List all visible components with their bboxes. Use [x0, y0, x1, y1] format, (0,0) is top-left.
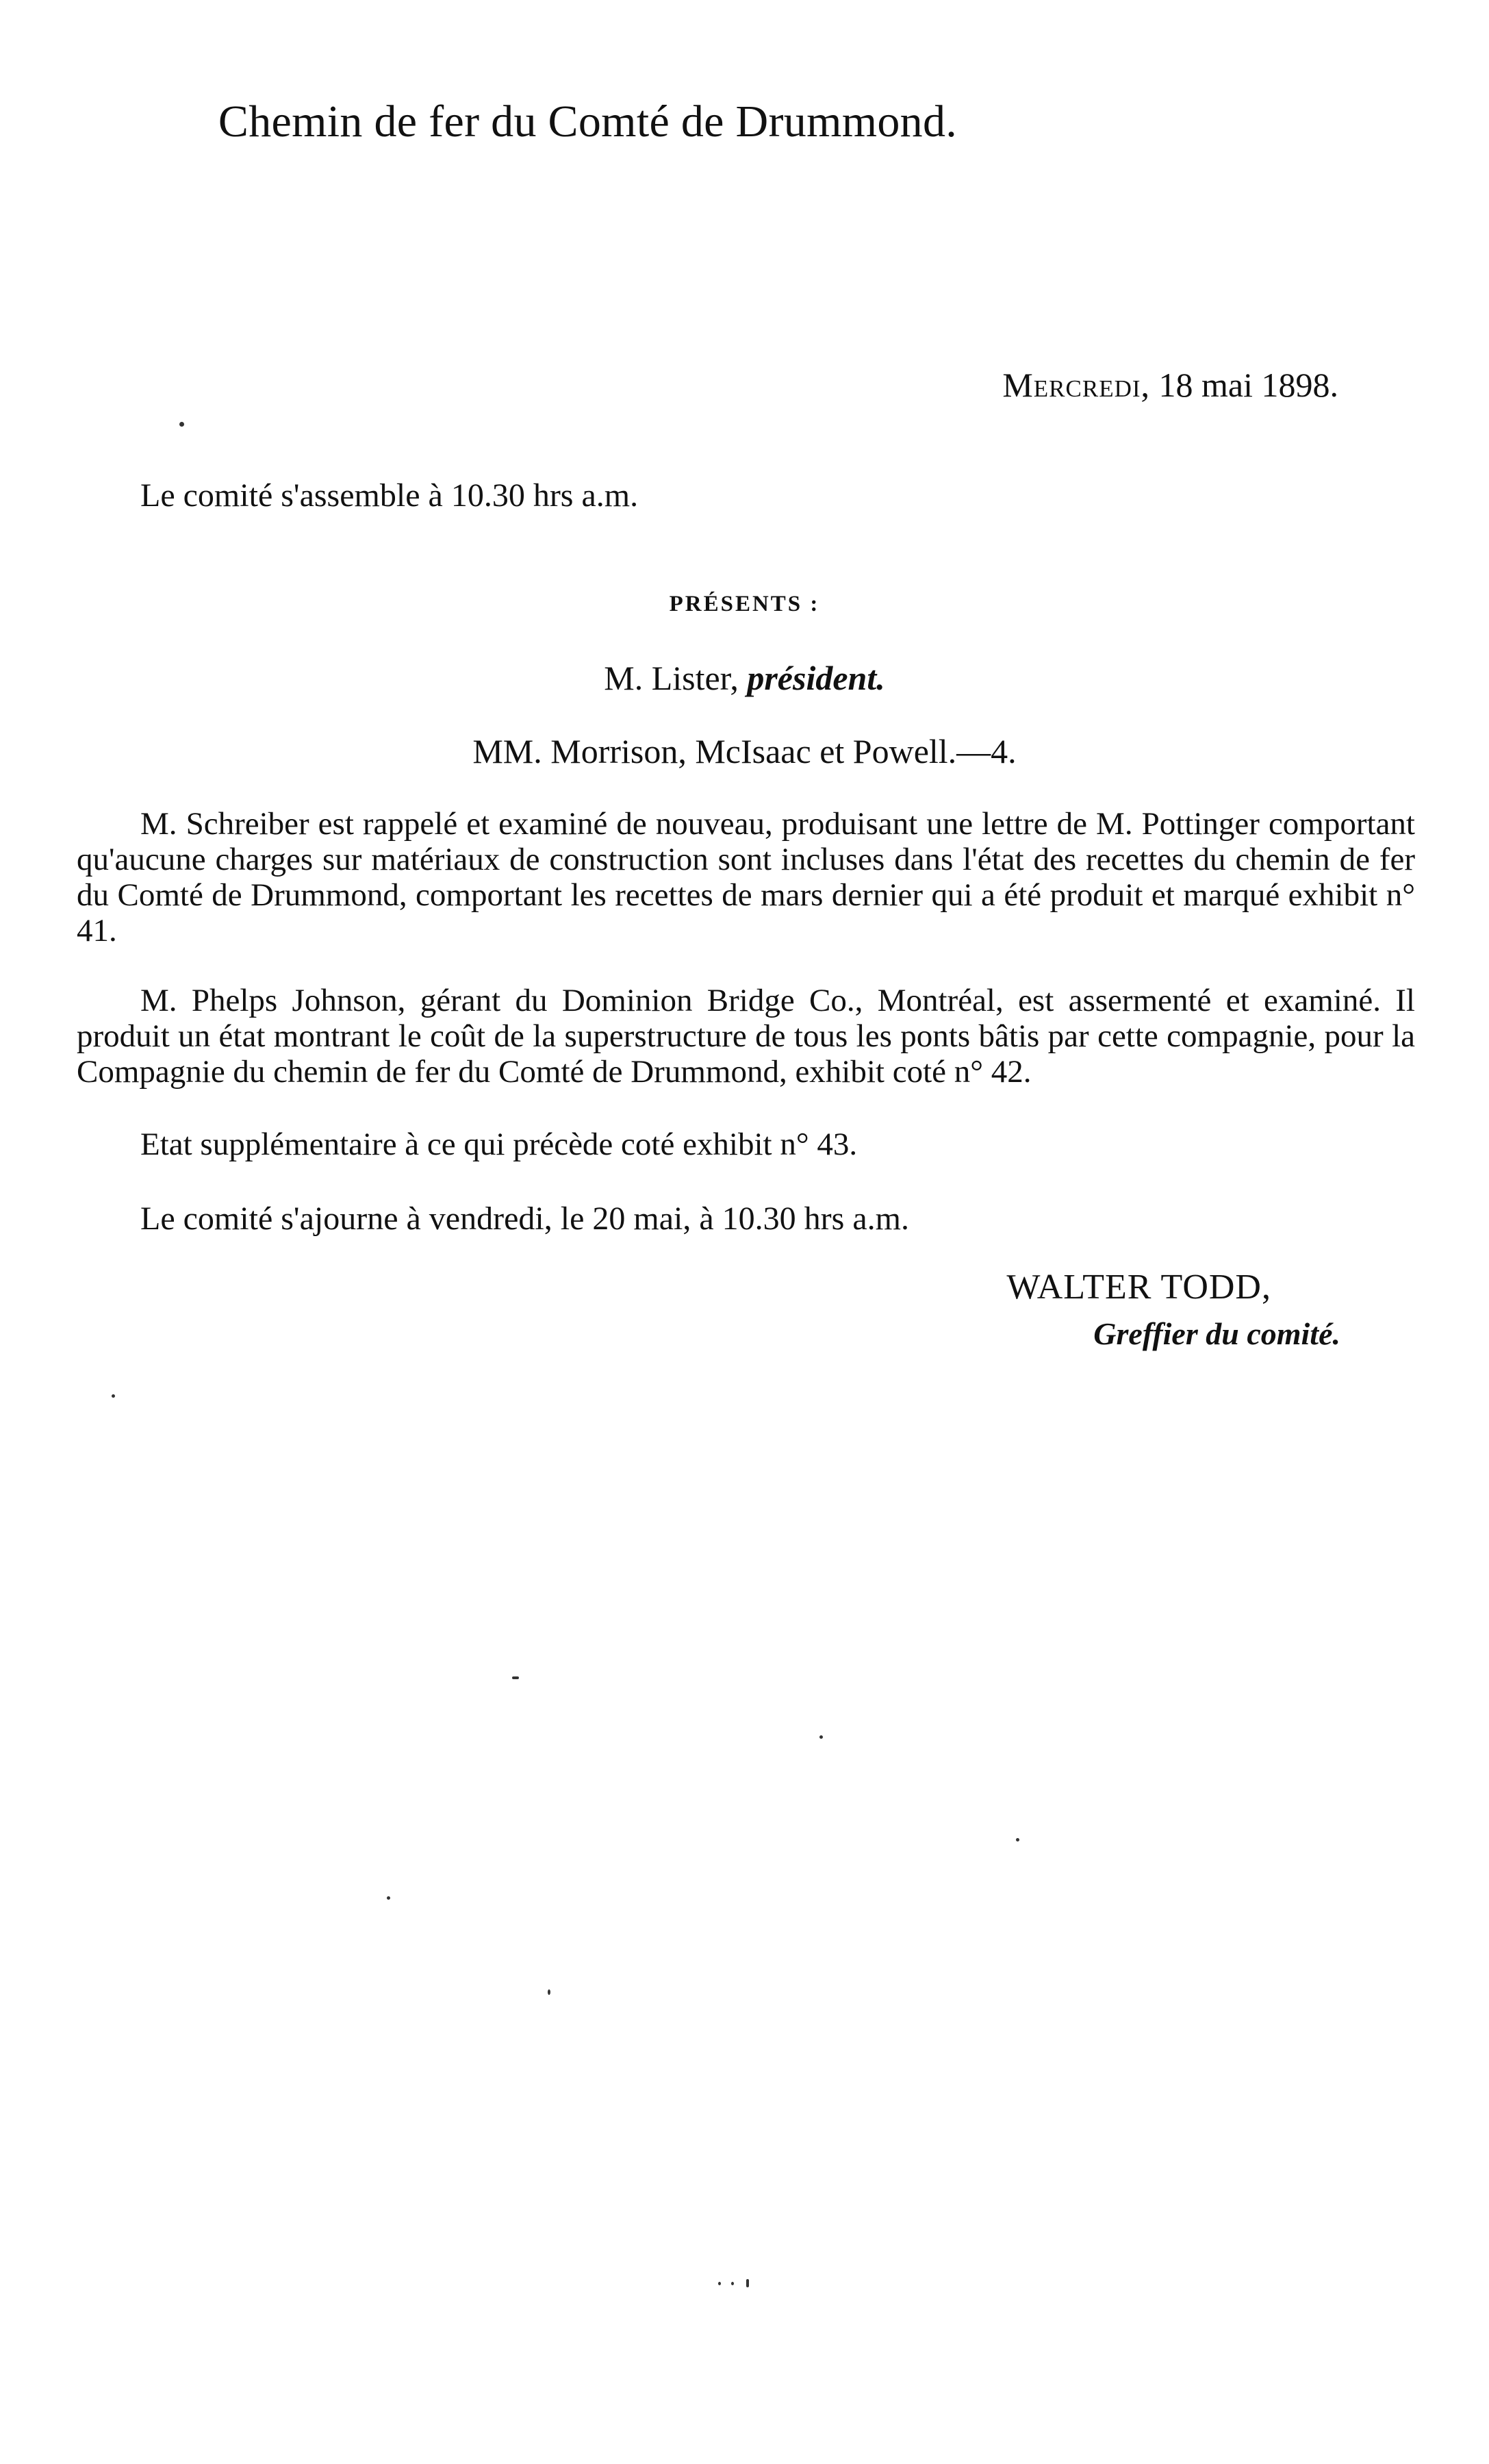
presents-heading: PRÉSENTS : — [669, 592, 820, 616]
president-role: président. — [747, 659, 885, 697]
scan-speck — [179, 422, 184, 427]
president-line — [0, 657, 1489, 699]
signature-role: Greffier du comité. — [1093, 1316, 1340, 1351]
scan-speck — [387, 1896, 390, 1900]
scan-speck — [718, 2282, 721, 2285]
adjourn-line: Le comité s'ajourne à vendredi, le 20 mai, à 10.30 hrs a.m. — [140, 1200, 909, 1237]
scan-speck — [819, 1735, 823, 1739]
scan-speck — [112, 1394, 115, 1398]
president-name: M. Lister, — [604, 659, 748, 697]
scan-speck — [548, 1989, 550, 1995]
scan-speck — [731, 2282, 734, 2285]
members-line: MM. Morrison, McIsaac et Powell.—4. — [472, 732, 1017, 770]
paragraph-schreiber: M. Schreiber est rappelé et examiné de nouveau, produisant une lettre de M. Pottinger comportant qu'aucune charges sur matériaux de construction sont incluses dans l'état des recettes du chemin de fer du Comté de Drummond, comportant les recettes de mars dernier qui a été produit et marqué exhibit n° 41. — [77, 806, 1415, 948]
scan-speck — [512, 1676, 519, 1679]
assemble-line: Le comité s'assemble à 10.30 hrs a.m. — [140, 477, 639, 514]
scan-speck — [1016, 1838, 1019, 1841]
paragraph-supplement: Etat supplémentaire à ce qui précède coté exhibit n° 43. — [140, 1127, 858, 1162]
signature-name: WALTER TODD, — [1006, 1268, 1271, 1307]
scan-speck — [746, 2279, 749, 2287]
meeting-date-rest: 18 mai 1898. — [1150, 366, 1338, 404]
meeting-date — [1002, 364, 1338, 405]
paragraph-johnson: M. Phelps Johnson, gérant du Dominion Bridge Co., Montréal, est assermenté et examiné. Il produit un état montrant le coût de la superstructure de tous les ponts bâtis par cette compagnie, pour la Compagnie du chemin de fer du Comté de Drummond, exhibit coté n° 42. — [77, 983, 1415, 1090]
page-title: Chemin de fer du Comté de Drummond. — [218, 97, 958, 147]
meeting-day: Mercredi, — [1002, 366, 1151, 404]
